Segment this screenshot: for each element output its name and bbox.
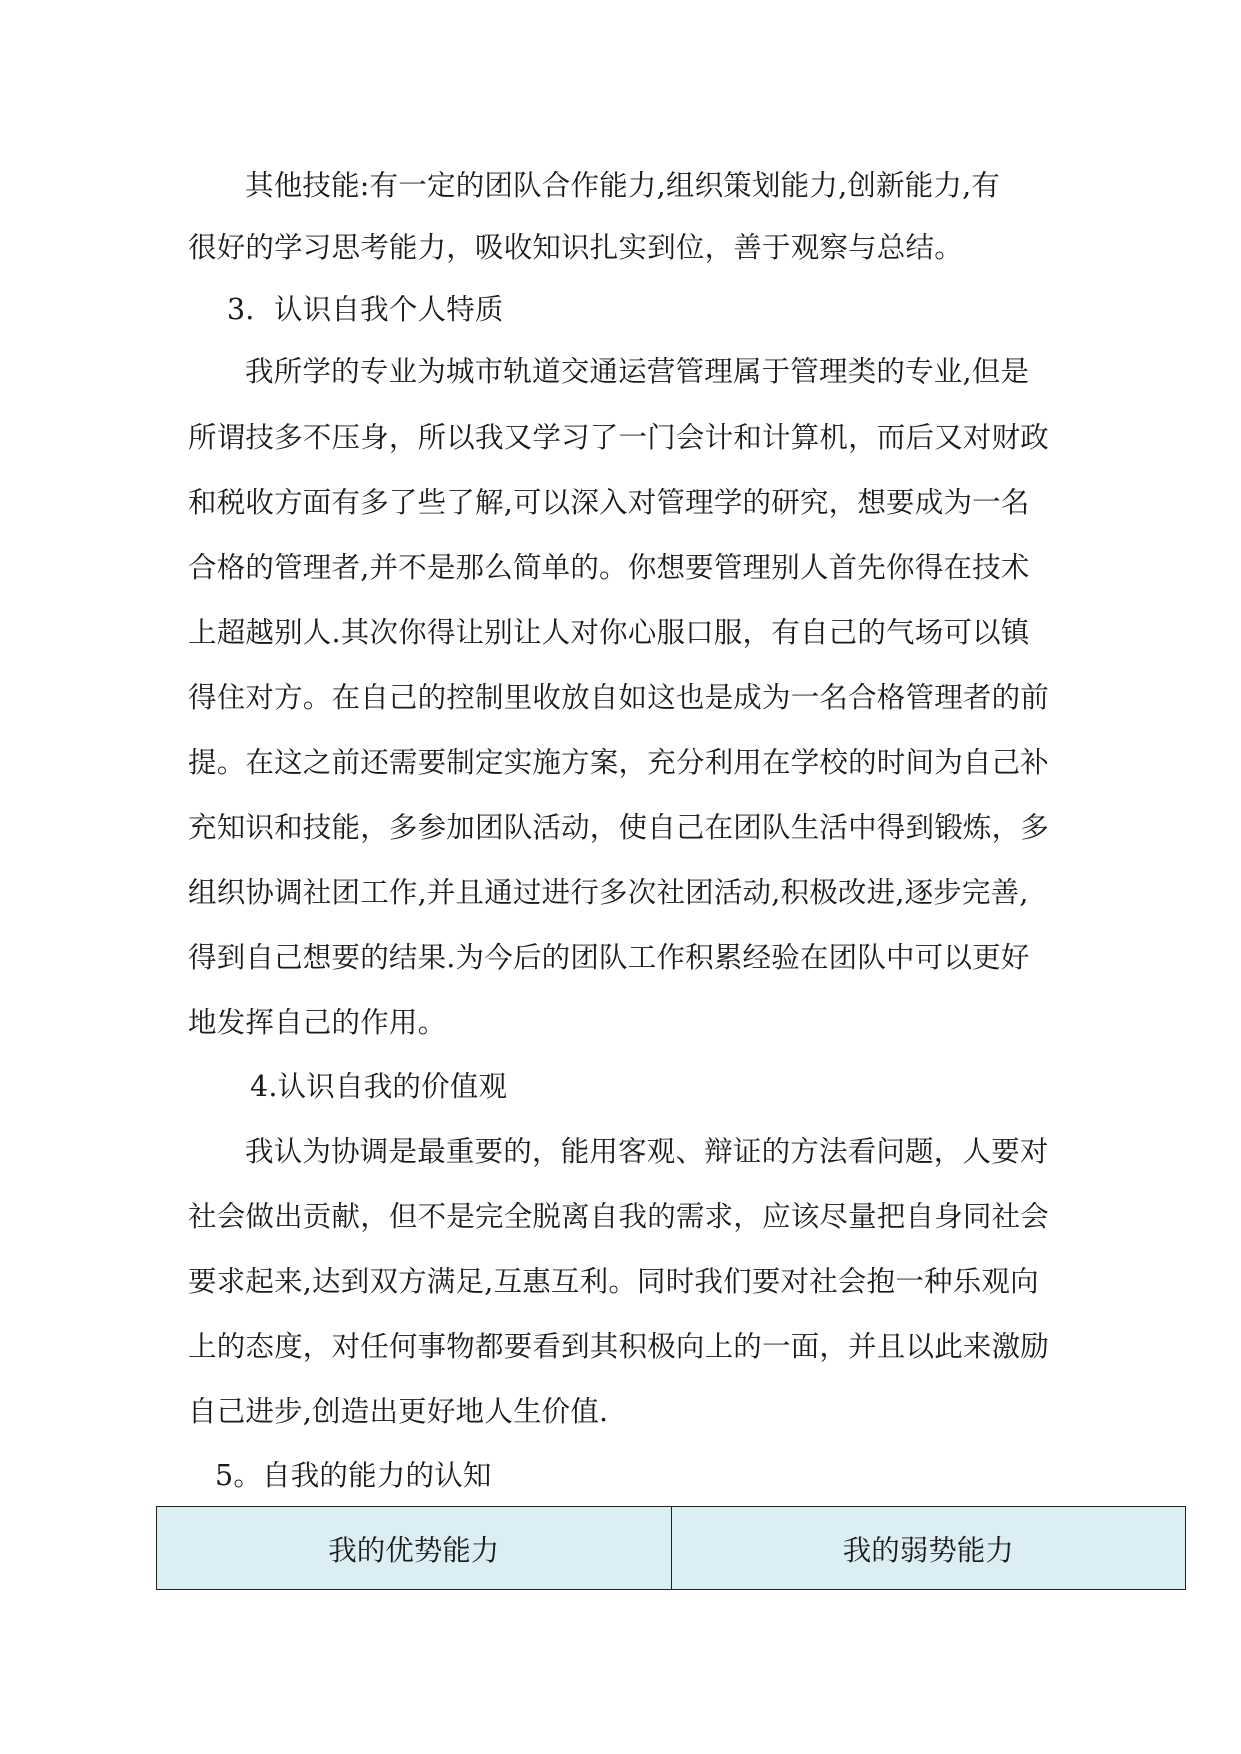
section-heading: 3．认识自我个人特质 (227, 293, 504, 326)
paragraph-line: 我所学的专业为城市轨道交通运营管理属于管理类的专业,但是 (245, 355, 1030, 388)
paragraph-line: 充知识和技能，多参加团队活动，使自己在团队生活中得到锻炼，多 (188, 811, 1050, 844)
paragraph-line: 要求起来,达到双方满足,互惠互利。同时我们要对社会抱一种乐观向 (188, 1265, 1039, 1298)
section-heading: 5。自我的能力的认知 (215, 1459, 492, 1492)
section-heading: 4.认识自我的价值观 (250, 1070, 508, 1103)
paragraph-line: 其他技能:有一定的团队合作能力,组织策划能力,创新能力,有 (245, 169, 1001, 202)
paragraph-line: 得住对方。在自己的控制里收放自如这也是成为一名合格管理者的前 (188, 681, 1050, 714)
ability-table (156, 1506, 1186, 1590)
paragraph-line: 地发挥自己的作用。 (188, 1006, 447, 1039)
paragraph-line: 社会做出贡献，但不是完全脱离自我的需求，应该尽量把自身同社会 (188, 1200, 1050, 1233)
paragraph-line: 上超越别人.其次你得让别让人对你心服口服，有自己的气场可以镇 (188, 616, 1030, 649)
paragraph-line: 组织协调社团工作,并且通过进行多次社团活动,积极改进,逐步完善, (188, 876, 1029, 909)
paragraph-line: 很好的学习思考能力，吸收知识扎实到位，善于观察与总结。 (188, 231, 963, 264)
paragraph-line: 得到自己想要的结果.为今后的团队工作积累经验在团队中可以更好 (188, 941, 1030, 974)
paragraph-line: 和税收方面有多了些了解,可以深入对管理学的研究，想要成为一名 (188, 486, 1030, 519)
paragraph-line: 所谓技多不压身，所以我又学习了一门会计和计算机，而后又对财政 (188, 421, 1050, 454)
paragraph-line: 提。在这之前还需要制定实施方案，充分利用在学校的时间为自己补 (188, 746, 1050, 779)
paragraph-line: 我认为协调是最重要的，能用客观、辩证的方法看问题，人要对 (245, 1135, 1049, 1168)
paragraph-line: 上的态度，对任何事物都要看到其积极向上的一面，并且以此来激励 (188, 1330, 1050, 1363)
paragraph-line: 合格的管理者,并不是那么简单的。你想要管理别人首先你得在技术 (188, 551, 1030, 584)
table-header-weaknesses: 我的弱势能力 (671, 1507, 1186, 1590)
table-header-row (157, 1507, 1186, 1590)
table-header-strengths: 我的优势能力 (157, 1507, 672, 1590)
paragraph-line: 自己进步,创造出更好地人生价值. (188, 1395, 609, 1428)
